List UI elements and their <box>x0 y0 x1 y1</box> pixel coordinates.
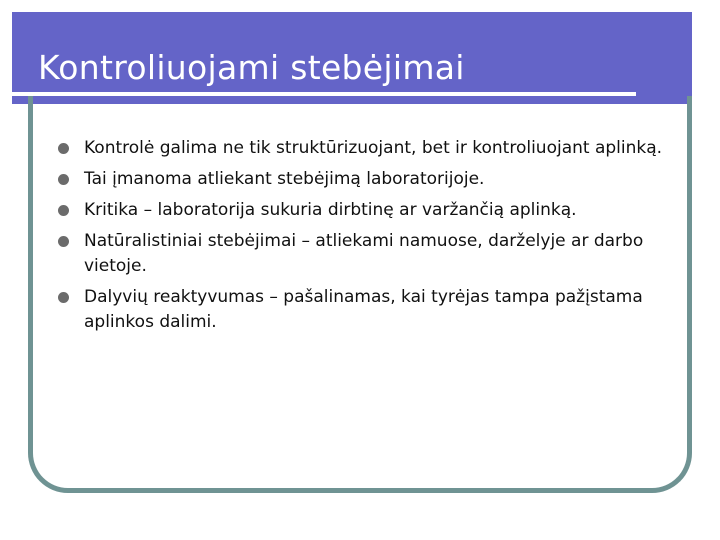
bullet-icon <box>58 236 69 247</box>
bullet-icon <box>58 174 69 185</box>
bullet-item <box>58 229 678 279</box>
title-band <box>12 12 692 104</box>
bullet-item <box>58 136 678 161</box>
bullet-text: Tai įmanoma atliekant stebėjimą laboratorijoje. <box>84 169 485 189</box>
slide-title: Kontroliuojami stebėjimai <box>38 48 465 87</box>
bullet-item <box>58 285 678 335</box>
bullet-list <box>58 136 678 343</box>
bullet-text: Kritika – laboratorija sukuria dirbtinę ar varžančią aplinką. <box>84 200 577 220</box>
bullet-icon <box>58 292 69 303</box>
bullet-item <box>58 198 678 223</box>
bullet-icon <box>58 205 69 216</box>
bullet-text: Dalyvių reaktyvumas – pašalinamas, kai tyrėjas tampa pažįstama aplinkos dalimi. <box>84 287 643 332</box>
bullet-text: Kontrolė galima ne tik struktūrizuojant, bet ir kontroliuojant aplinką. <box>84 138 663 158</box>
bullet-text: Natūralistiniai stebėjimai – atliekami namuose, darželyje ar darbo vietoje. <box>84 231 644 276</box>
bullet-item <box>58 167 678 192</box>
bullet-icon <box>58 143 69 154</box>
